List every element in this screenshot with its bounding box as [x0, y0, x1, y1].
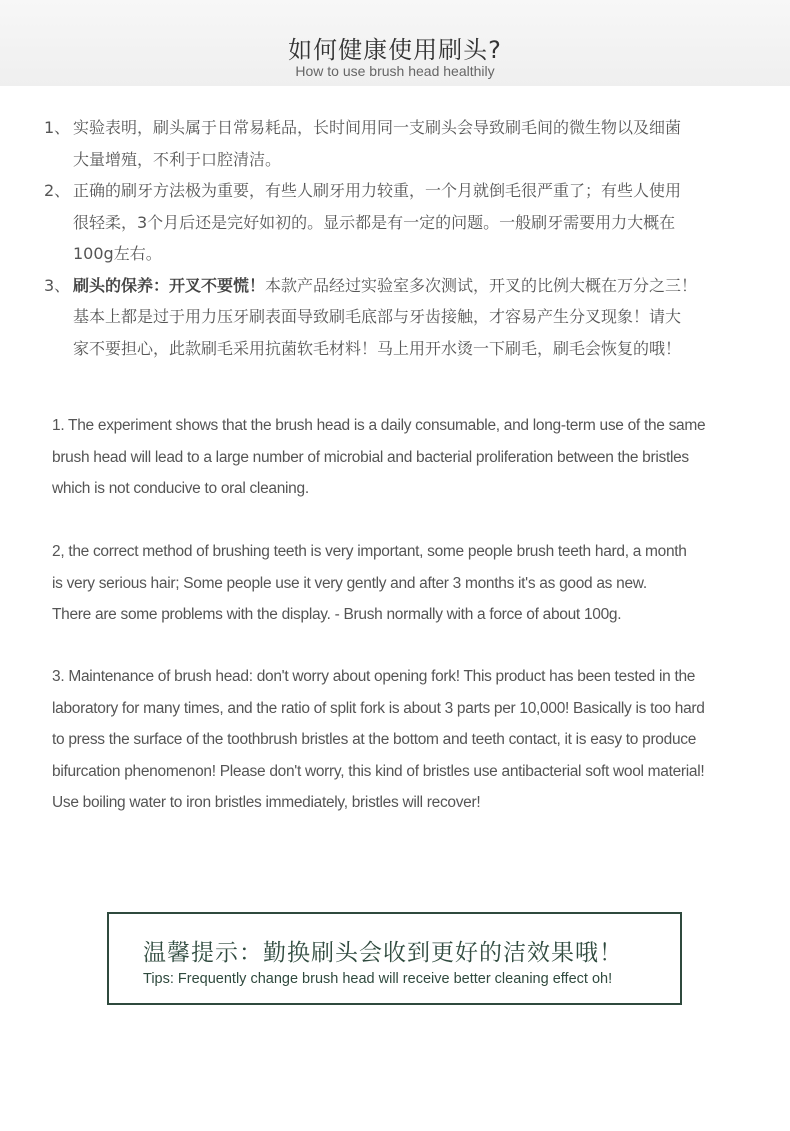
en-line: 3. Maintenance of brush head: don't worry about opening fork! This product has been tested in the — [52, 668, 696, 685]
en-line: 2, the correct method of brushing teeth is very important, some people brush teeth hard, a month — [52, 543, 687, 560]
en-paragraph-2 — [52, 536, 772, 631]
cn-line: 本款产品经过实验室多次测试，开叉的比例大概在万分之三！ — [265, 275, 698, 295]
cn-line: 100g左右。 — [73, 244, 162, 263]
tip-english: Tips: Frequently change brush head will receive better cleaning effect oh! — [143, 971, 613, 987]
cn-line: 正确的刷牙方法极为重要，有些人刷牙用力较重，一个月就倒毛很严重了；有些人使用 — [73, 181, 682, 200]
cn-item-1 — [44, 112, 764, 175]
en-line: to press the surface of the toothbrush bristles at the bottom and teeth contact, it is easy to produce — [52, 731, 697, 748]
cn-bold-heading: 刷头的保养：开叉不要慌！ — [73, 275, 266, 295]
en-paragraph-1 — [52, 410, 772, 505]
cn-line: 家不要担心，此款刷毛采用抗菌软毛材料！马上用开水烫一下刷毛，刷毛会恢复的哦！ — [73, 338, 682, 358]
cn-item-3 — [44, 270, 764, 365]
en-line: Use boiling water to iron bristles immediately, bristles will recover! — [52, 794, 481, 811]
page-subtitle: How to use brush head healthily — [295, 63, 495, 79]
en-line: laboratory for many times, and the ratio of split fork is about 3 parts per 10,000! Basically is too hard — [52, 699, 705, 717]
cn-line: 实验表明，刷头属于日常易耗品，长时间用同一支刷头会导致刷毛间的微生物以及细菌 — [73, 118, 682, 137]
en-line: which is not conducive to oral cleaning. — [52, 480, 309, 497]
cn-item-2 — [44, 175, 764, 270]
en-line: bifurcation phenomenon! Please don't worry, this kind of bristles use antibacterial soft wool material! — [52, 762, 705, 780]
page-title: 如何健康使用刷头? — [288, 36, 502, 64]
cn-line: 基本上都是过于用力压牙刷表面导致刷毛底部与牙齿接触，才容易产生分叉现象！请大 — [73, 307, 682, 326]
tip-chinese: 温馨提示：勤换刷头会收到更好的洁效果哦！ — [143, 940, 623, 966]
cn-item-number: 3、 — [44, 275, 71, 295]
header-banner — [0, 0, 790, 86]
en-line: There are some problems with the display. - Brush normally with a force of about 100g. — [52, 606, 622, 623]
tip-box — [107, 912, 682, 1005]
cn-line: 很轻柔，3个月后还是完好如初的。显示都是有一定的问题。一般刷牙需要用力大概在 — [73, 212, 676, 232]
en-line: is very serious hair; Some people use it very gently and after 3 months it's as good as new. — [52, 574, 647, 592]
cn-line: 大量增殖，不利于口腔清洁。 — [73, 149, 282, 169]
chinese-instructions — [44, 112, 764, 364]
cn-item-number: 1、 — [44, 118, 71, 137]
en-paragraph-3 — [52, 661, 772, 819]
cn-item-number: 2、 — [44, 181, 71, 200]
en-line: 1. The experiment shows that the brush head is a daily consumable, and long-term use of the same — [52, 417, 706, 434]
en-line: brush head will lead to a large number of microbial and bacterial proliferation between the bristles — [52, 448, 689, 466]
